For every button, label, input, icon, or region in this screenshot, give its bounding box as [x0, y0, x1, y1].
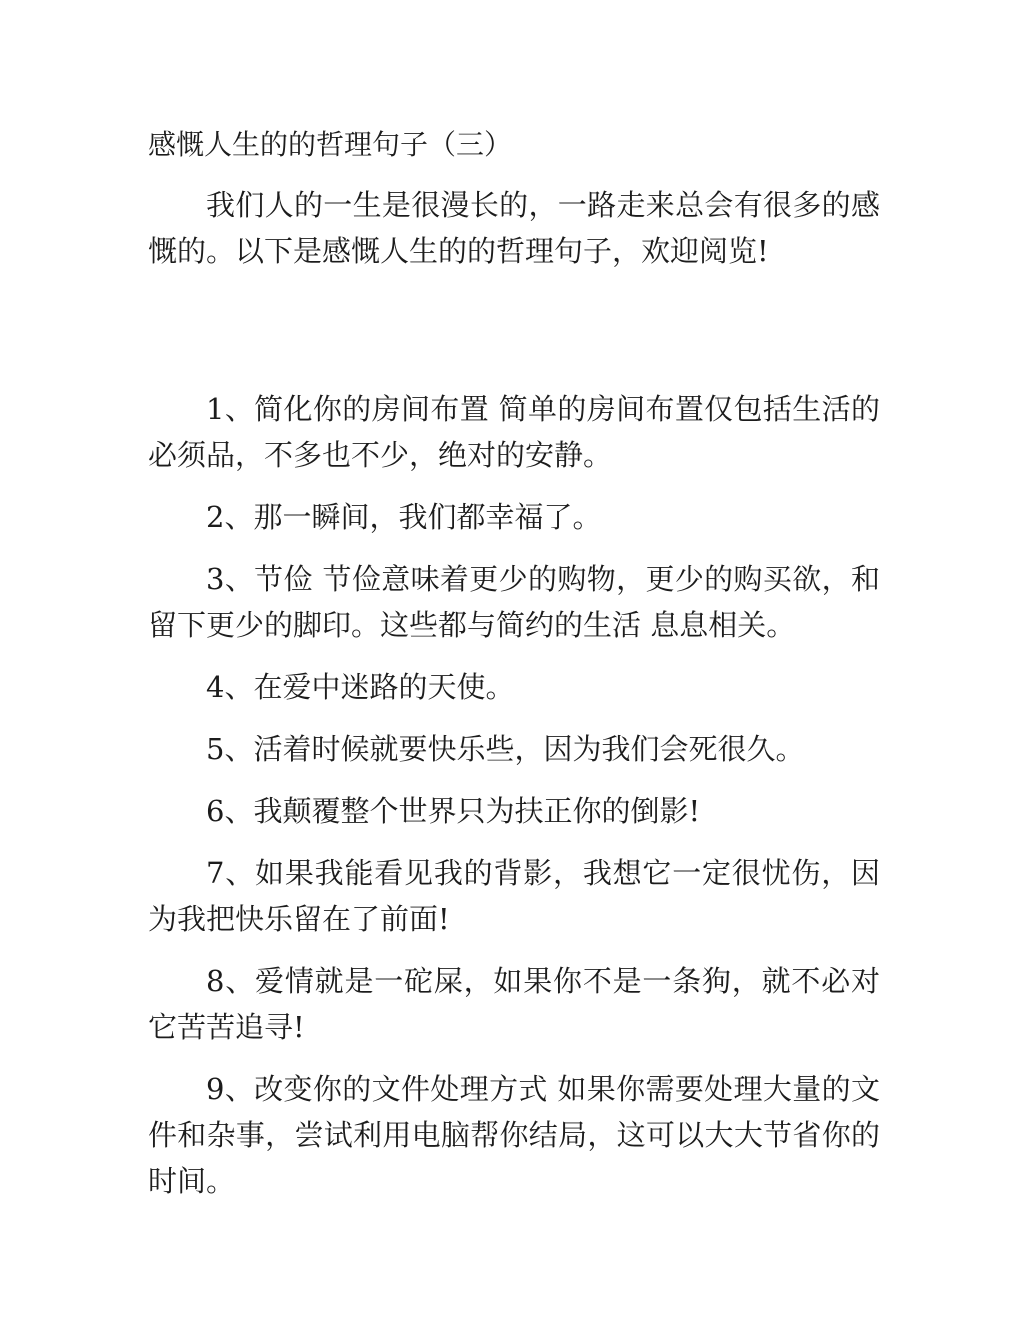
quote-item-2: 2、那一瞬间，我们都幸福了。 — [206, 500, 602, 534]
quote-item-3: 3、节俭 节俭意味着更少的购物，更少的购买欲，和留下更少的脚印。这些都与简约的生活 息息相关。 — [148, 562, 880, 642]
quote-item-9: 9、改变你的文件处理方式 如果你需要处理大量的文件和杂事，尝试利用电脑帮你结局，这可以大大节省你的时间。 — [148, 1072, 880, 1198]
blank-paragraph-spacer — [148, 290, 880, 386]
quote-item-5: 5、活着时候就要快乐些，因为我们会死很久。 — [206, 732, 805, 766]
quote-item-6: 6、我颠覆整个世界只为扶正你的倒影! — [206, 794, 701, 828]
quote-item-4: 4、在爱中迷路的天使。 — [206, 670, 515, 704]
quote-item-8: 8、爱情就是一砣屎，如果你不是一条狗，就不必对它苦苦追寻! — [148, 964, 880, 1044]
quote-item-7: 7、如果我能看见我的背影，我想它一定很忧伤，因为我把快乐留在了前面! — [148, 856, 880, 936]
document-title: 感慨人生的的哲理句子（三） — [148, 128, 513, 161]
intro-paragraph: 我们人的一生是很漫长的，一路走来总会有很多的感慨的。以下是感慨人生的的哲理句子，欢迎阅览! — [148, 188, 880, 268]
quote-item-1: 1、简化你的房间布置 简单的房间布置仅包括生活的必须品，不多也不少，绝对的安静。 — [148, 392, 880, 472]
